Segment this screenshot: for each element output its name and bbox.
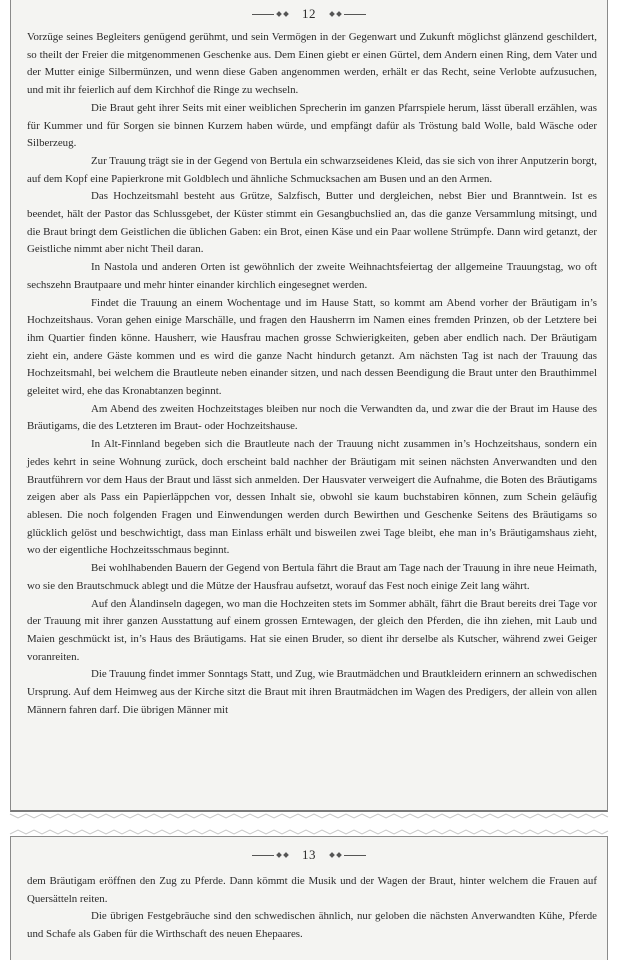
paragraph: Zur Trauung trägt sie in der Gegend von Bertula ein schwarzseidenes Kleid, das sie sich von ihrer Anputzerin borgt, auf dem Kopf eine Papierkrone mit Goldblech und ähnliche Schmucksachen am Busen und an den Armen. (27, 154, 597, 185)
page-13 (10, 836, 608, 960)
paragraph: Das Hochzeitsmahl besteht aus Grütze, Salzfisch, Butter und dergleichen, nebst Bier und Branntwein. Ist es beendet, hält der Pastor das Schlussgebet, der Küster stimmt ein Gesangbuchslied an, das die ganze Versammlung mitsingt, und die Braut bringt dem Geistlichen die üblichen Gaben: ein Brot, einen Käse und ein Paar wollene Strümpfe. Dann wird getanzt, der Geistliche nimmt aber nicht Theil daran. (27, 190, 597, 256)
paragraph: Auf den Ålandinseln dagegen, wo man die Hochzeiten stets im Sommer abhält, fährt die Braut bereits drei Tage vor der Trauung mit ihrer ganzen Ausstattung auf einem grossen Erntewagen, der gleich den Pferden, die ihn ziehen, mit Laub und Maien geschmückt ist, in’s Haus des Bräutigams. Hat sie einen Bruder, so dient ihr derselbe als Kutscher, während zwei Geiger voranreiten. (27, 597, 597, 663)
page-number: 13 (302, 847, 316, 862)
right-ornament (330, 12, 366, 16)
paragraph: Die Braut geht ihrer Seits mit einer weiblichen Sprecherin im ganzen Pfarrspiele herum, lässt überall erzählen, was für Kummer und für Sorgen sie binnen Kurzem haben würde, und empfängt dafür als Tröstung bald Wolle, bald Wäsche oder Silberzeug. (27, 101, 597, 150)
page-body (27, 29, 597, 719)
page-12 (10, 0, 608, 812)
paragraph: In Nastola und anderen Orten ist gewöhnlich der zweite Weihnachtsfeiertag der allgemeine Trauungstag, wo oft sechszehn Brautpaare und mehr hinter einander kirchlich eingesegnet werden. (27, 261, 597, 291)
page-body (27, 873, 597, 944)
paragraph: dem Bräutigam eröffnen den Zug zu Pferde. Dann kömmt die Musik und der Wagen der Braut, hinter welchem die Frauen auf Quersätteln reiten. (27, 875, 597, 905)
page-header (11, 4, 607, 24)
paragraph: Bei wohlhabenden Bauern der Gegend von Bertula fährt die Braut am Tage nach der Trauung in ihre neue Heimath, wo sie den Brautschmuck ablegt und die Mütze der Hausfrau aufsetzt, worauf das Fest noch einige Zeit lang währt. (27, 562, 597, 592)
page-header (11, 845, 607, 865)
paragraph: Am Abend des zweiten Hochzeitstages bleiben nur noch die Verwandten da, und zwar die der Braut im Hause des Bräutigams, die des Letzteren im Braut- oder Hochzeitshause. (27, 402, 597, 433)
paragraph: Findet die Trauung an einem Wochentage und im Hause Statt, so kommt am Abend vorher der Bräutigam in’s Hochzeitshaus. Voran gehen einige Marschälle, und fragen den Hausherrn im Namen eines fremden Prinzen, ob der Letztere bei ihm Quartier finden könne. Hausherr, wie Hausfrau machen grosse Schwierigkeiten, geben aber endlich nach. Der Bräutigam zieht ein, andere Gäste kommen und es wird die ganze Nacht hindurch getanzt. Am nächsten Tag ist nach der Trauung das Hochzeitsmahl, bei welchem die Brautleute neben einander sitzen, und nach dessen Beendigung die Braut unter den Brauthimmel geleitet wird, ehe das Kronabtanzen beginnt. (27, 296, 597, 398)
paragraph: Vorzüge seines Begleiters genügend gerühmt, und sein Vermögen in der Gegenwart und Zukunft möglichst glänzend geschildert, so theilt der Freier die mitgenommenen Geschenke aus. Dem Einen giebt er einen Gürtel, dem Andern einen Ring, dem Vater und der Mutter einige Silbermünzen, und wenn diese Gaben angenommen werden, erhält er das Recht, seine Verlobte aufzusuchen, und mit ihr feierlich auf dem Kirchhof die Ringe zu wechseln. (27, 31, 597, 97)
paragraph: Die übrigen Festgebräuche sind den schwedischen ähnlich, nur geloben die nächsten Anverwandten Kühe, Pferde und Schafe als Gaben für die Wirthschaft des neuen Ehepaares. (27, 910, 597, 941)
right-ornament (330, 853, 366, 857)
page-number: 12 (302, 6, 316, 21)
paragraph: In Alt-Finnland begeben sich die Brautleute nach der Trauung nicht zusammen in’s Hochzeitshaus, sondern ein jedes kehrt in seine Wohnung zurück, doch erscheint bald nachher der Bräutigam mit seinen nächsten Anverwandten und den Brautführern vor dem Haus der Braut und lässt sich anmelden. Der Hausvater verweigert die Aufnahme, die Boten des Bräutigams zeigen aber als Pass ein Papierläppchen vor, dessen Inhalt sie, obwohl sie kaum buchstabiren können, zum Schein geläufig ablesen. Die noch folgenden Fragen und Einwendungen werden durch Bewirthen und Geschenke Seitens des Bräutigams so glücklich gelöst und beschwichtigt, dass man Einlass erhält und bisweilen zwei Tage bleibt, ehe man in’s Bräutigamshaus zieht, wo der eigentliche Hochzeitsschmaus beginnt. (27, 438, 597, 557)
paragraph: Die Trauung findet immer Sonntags Statt, und Zug, wie Brautmädchen und Brautkleidern erinnern an schwedischen Ursprung. Auf dem Heimweg aus der Kirche sitzt die Braut mit ihren Brautmädchen im Wagen des Predigers, der allein von allen Männern fahren darf. Die übrigen Männer mit (27, 668, 597, 716)
torn-page-gap (0, 812, 620, 836)
left-ornament (252, 853, 288, 857)
left-ornament (252, 12, 288, 16)
